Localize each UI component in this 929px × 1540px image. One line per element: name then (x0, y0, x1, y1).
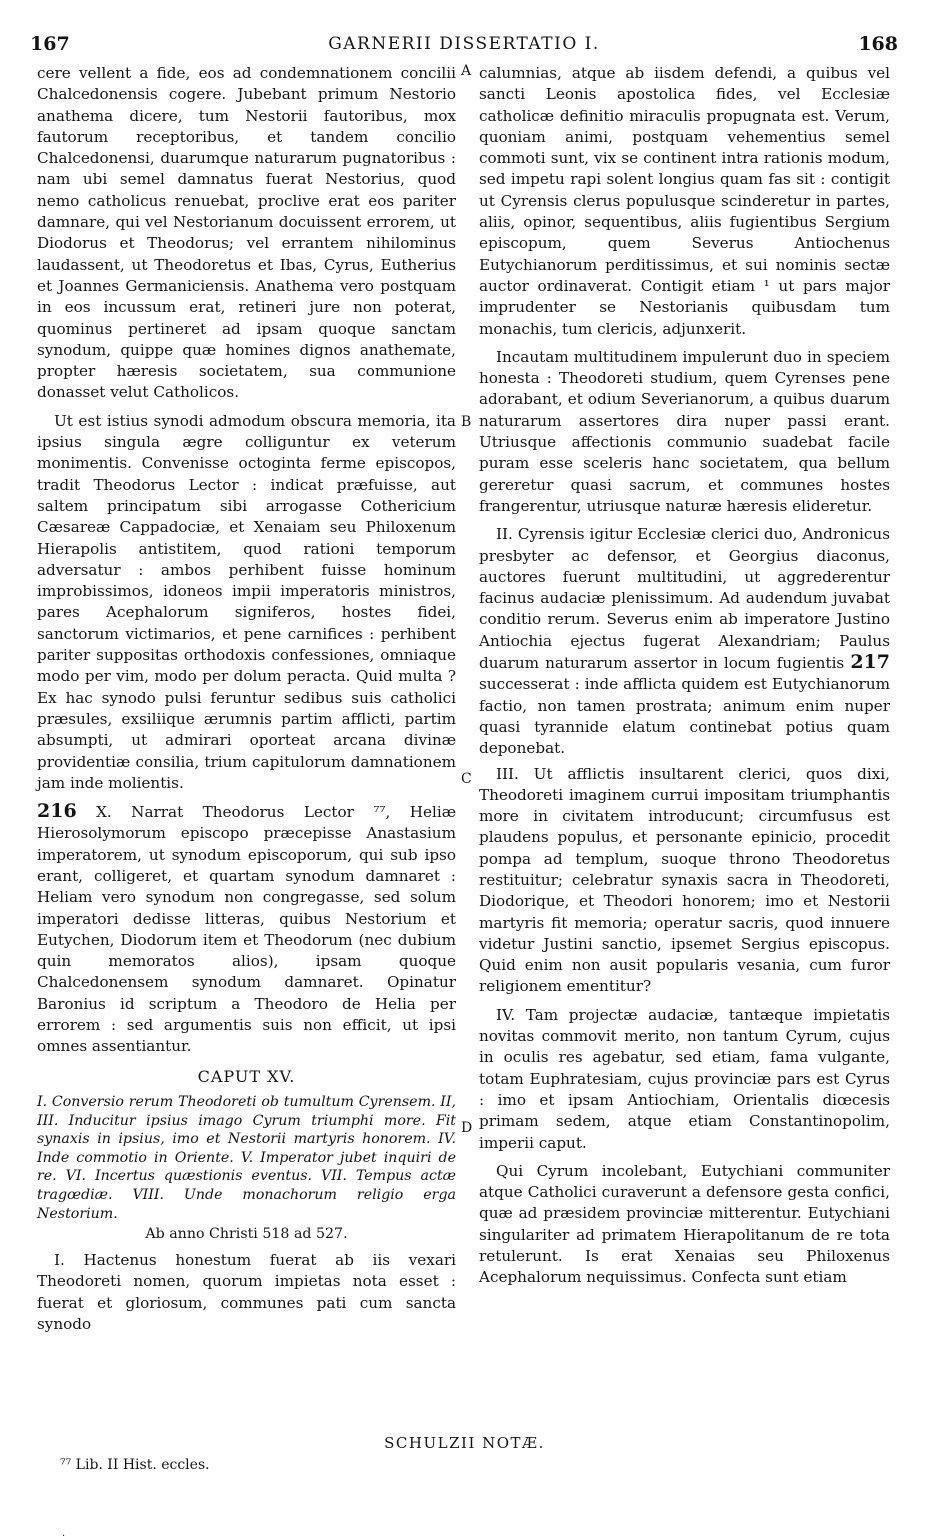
print-speck: . (62, 1528, 66, 1539)
footnote: ⁷⁷ Lib. II Hist. eccles. (60, 1457, 210, 1473)
paragraph-text: X. Narrat Theodorus Lector ⁷⁷, Heliæ Hierosolymorum episcopo præcepisse Anastasium imperatorem, ut synodum episcoporum, qui sub ipso erant, colligeret, et quartam synodum damnaret : Heliam vero synodum non congregasse, sed solum imperatori dedisse litteras, quibus Nestorium et Eutychen, Diodorum item et Theodorum (nec dubium quin memoratos alios), ipsam quoque Chalcedonensem synodum damnaret. Opinatur Baronius id scriptum a Theodoro de Helia per errorem : sed argumentis suis non efficit, ut ipsi omnes assentiantur. (37, 803, 457, 1056)
chapter-summary-text: I. Conversio rerum Theodoreti ob tumultum Cyrensem. II, III. Inducitur ipsius imago Cyrum triumphi more. Fit synaxis in ipsius, imo et Nestorii martyris honorem. IV. Inde commotio in Oriente. V. Imperator jubet inquiri de re. VI. Incertus quæstionis eventus. VII. Tempus actæ tragœdiæ. VIII. Unde monachorum religio erga Nestorium. (37, 1093, 456, 1222)
chapter-title: CAPUT XV. (197, 1066, 296, 1086)
chapter-summary (37, 1093, 456, 1223)
paragraph-section-x (37, 801, 456, 1058)
paragraph: IV. Tam projectæ audaciæ, tantæque impietatis novitas commovit merito, non tantum Cyrum, cujus in oculis res agebatur, sed etiam, fama vulgante, totam Euphratesiam, cujus provinciæ pars est Cyrus : imo et ipsam Antiochiam, Orientalis diœcesis primam sedem, atque etiam Constantinopolim, imperii caput. (479, 1005, 890, 1152)
left-column (37, 63, 456, 1342)
margin-marker-b: B (461, 414, 472, 430)
paragraph: Ut est istius synodi admodum obscura memoria, ita ipsius singula ægre colliguntur ex veterum monimentis. Convenisse octoginta ferme episcopos, tradit Theodorus Lector : indicat præfuisse, aut saltem principatum sibi arrogasse Cothericium Cæsareæ Cappadociæ, et Xenaiam seu Philoxenum Hierapolis antistitem, quod rationi temporum adversatur : ambos perhibent fuisse hominum improbissimos, idoneos impii imperatoris ministros, pares Acephalorum signiferos, hostes fidei, sanctorum victimarios, et pene carnifices : perhibent pariter suppositas orthodoxis confessiones, omniaque modo per vim, modo per dolum peracta. Quid multa ? Ex hac synodo pulsi feruntur sedibus suis catholici præsules, exsiliique ærumnis partim afflicti, partim absumpti, ut admirari oporteat arcana divinæ providentiæ consilia, trium capitulorum damnationem jam inde molientis. (37, 411, 456, 792)
section-number: 217 (850, 651, 890, 674)
section-number: 216 (37, 800, 77, 823)
page-header (30, 33, 898, 59)
paragraph: I. Hactenus honestum fuerat ab iis vexari Theodoreti nomen, quorum impietas nota esset : fuerat et gloriosum, communes pati cum sancta synodo (37, 1251, 456, 1333)
margin-marker-a: A (461, 63, 472, 79)
paragraph-section-ii (479, 524, 890, 759)
margin-marker-c: C (461, 771, 472, 787)
page-number-left: 167 (30, 33, 70, 55)
paragraph: Qui Cyrum incolebant, Eutychiani communiter atque Catholici curaverunt a defensore gesta confici, quæ ad præsidem provinciæ mitterentur. Eutychiani singulariter ad primatem Hierapolitanum de re tota retulerunt. Is erat Xenaias seu Philoxenus Acephalorum nequissimus. Confecta sunt etiam (479, 1161, 890, 1287)
paragraph-text: successerat : inde afflicta quidem est Eutychianorum factio, non tamen prostrata; animum enim nuper quasi tyrannide elatum continebat potius quam deponebat. (479, 675, 890, 758)
paragraph: calumnias, atque ab iisdem defendi, a quibus vel sancti Leonis apostolica fides, vel Ecclesiæ catholicæ definitio miraculis propugnata est. Verum, quoniam animi, postquam vehementius semel commoti sunt, vix se continent intra rationis modum, sed impetu rapi solent longius quam fas sit : contigit ut Cyrensis clerus populusque scinderetur in partes, aliis, opinor, sequentibus, aliis fugientibus Sergium episcopum, quem Severus Antiochenus Eutychianorum perditissimus, et sui nominis sectæ auctor ordinaverat. Contigit etiam ¹ ut pars major imprudenter se Nestorianis quibusdam tum monachis, tum clericis, adjunxerit. (479, 64, 890, 338)
paragraph: Incautam multitudinem impulerunt duo in speciem honesta : Theodoreti studium, quem Cyrenses pene adorabant, et odium Severianorum, a quibus duarum naturarum assertores dira nuper passi erant. Utriusque affectionis communio suadebat facile puram esse sceleris hanc societatem, qua bellum gereretur quasi sacrum, et communes hostes frangerentur, utriusque naturæ hæresis elideretur. (479, 347, 890, 515)
running-title: GARNERII DISSERTATIO I. (328, 34, 600, 54)
paragraph-text: II. Cyrensis igitur Ecclesiæ clerici duo, Andronicus presbyter ac defensor, et Georgius diaconus, auctores fuerunt multitudini, ut aggrederentur facinus audaciæ plenissimum. Ad audendum juvabat conditio rerum. Severus enim ab imperatore Justino Antiochia ejectus fugerat Alexandriam; Paulus duarum naturarum assertor in locum fugientis (479, 525, 890, 673)
right-column (479, 63, 890, 1296)
paragraph: III. Ut afflictis insultarent clerici, quos dixi, Theodoreti imaginem currui impositam triumphantis more in civitatem introducunt; circumfusus est plaudens populus, et personante epinicio, procedit pompa ad templum, suoque throno Theodoretus restituitur; celebratur synaxis sacra in Theodoreti, Diodorique, et Theodori honorem; imo et Nestorii martyris fit memoria; operatur sacris, quod innuere videtur Justini sanctio, ipsemet Sergius episcopus. Quid enim non ausit popularis vesania, cum furor religionem ementitur? (479, 764, 890, 996)
paragraph: cere vellent a fide, eos ad condemnationem concilii Chalcedonensis cogere. Jubebant primum Nestorio anathema dicere, tum Nestorii fautoribus, mox fautorum receptoribus, et tandem concilio Chalcedonensi, duarumque naturarum pugnatoribus : nam ubi semel damnatus fuerat Nestorius, quod nemo catholicus renuebat, proclive erat eos pariter damnare, qui vel Nestorianum docuissent errorem, ut Diodorus et Theodorus; vel errantem nihilominus laudassent, ut Theodoretus et Ibas, Cyrus, Eutherius et Joannes Germaniciensis. Anathema vero postquam in eos incussum erat, retineri jure non poterat, quominus pertineret ad ipsam quoque sanctam synodum, quippe quæ homines dignos anathemate, propter hæresis societatem, sua communione donasset velut Catholicos. (37, 64, 456, 402)
chapter-date-range: Ab anno Christi 518 ad 527. (145, 1226, 348, 1243)
notes-heading: SCHULZII NOTÆ. (384, 1434, 545, 1452)
page-number-right: 168 (858, 33, 898, 55)
margin-marker-d: D (461, 1120, 473, 1136)
